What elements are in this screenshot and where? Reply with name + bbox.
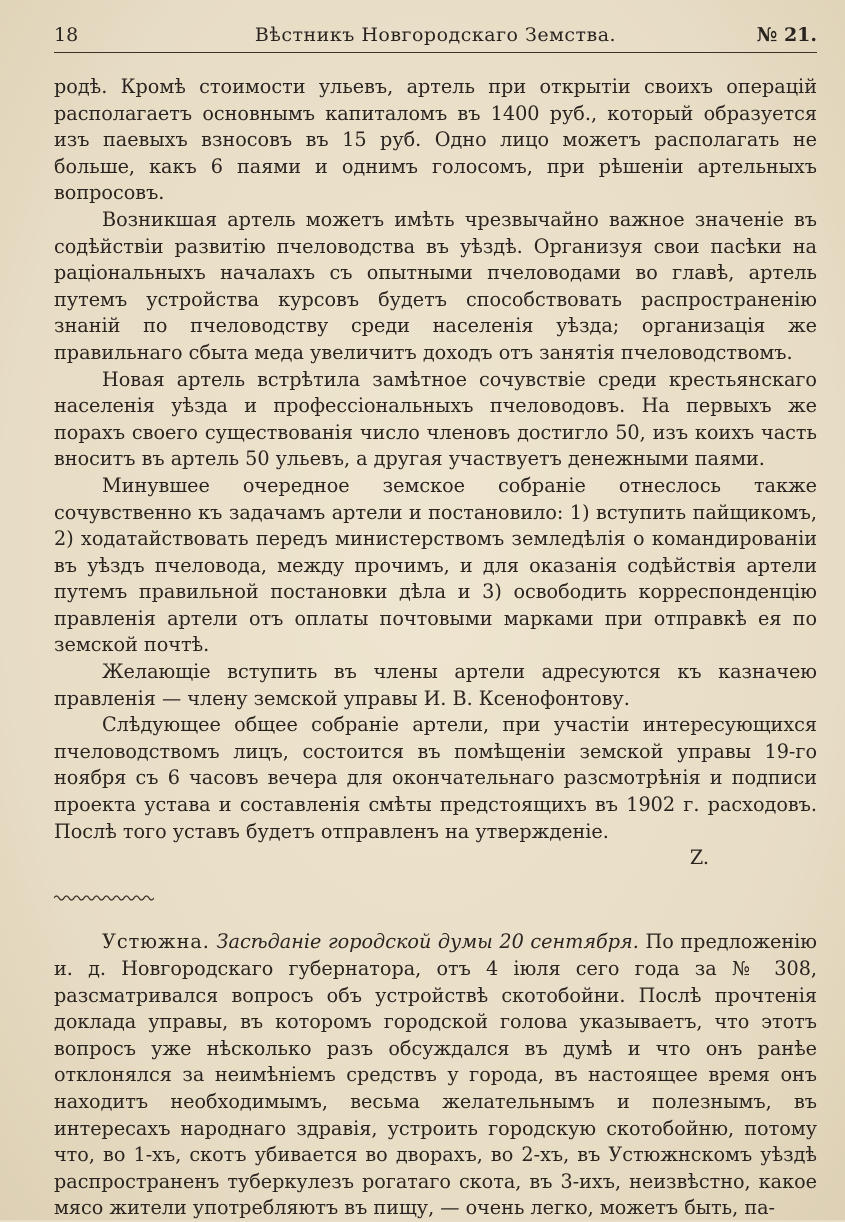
paragraph-3: Новая артель встрѣтила замѣтное сочувствіе среди крестьянскаго населенія уѣзда и профессіональныхъ пчеловодовъ. На первыхъ же порахъ своего существованія число членовъ достигло 50, изъ коихъ часть вноситъ въ артель 50 ульевъ, а другая участвуетъ денежными паями.	[54, 367, 817, 471]
paragraph-4: Минувшее очередное земское собраніе отнеслось также сочувственно къ задачамъ артели и постановило: 1) вступить пайщикомъ, 2) ходатайствовать передъ министерствомъ земледѣлія о командированіи въ уѣздъ пчеловода, между прочимъ, и для оказанія содѣйствія артели путемъ правильной постановки дѣла и 3) освободить корреспонденцію правленія артели отъ оплаты почтовыми марками при отправкѣ ея по земской почтѣ.	[54, 473, 817, 657]
page-header	[54, 18, 817, 53]
paragraph-1: родѣ. Кромѣ стоимости ульевъ, артель при открытіи своихъ операцій располагаетъ основнымъ капиталомъ въ 1400 руб., который образуется изъ паевыхъ взносовъ въ 15 руб. Одно лицо можетъ располагать не больше, какъ 6 паями и однимъ голосомъ, при рѣшеніи артельныхъ вопросовъ.	[54, 75, 817, 205]
paragraph-2: Возникшая артель можетъ имѣть чрезвычайно важное значеніе въ содѣйствіи развитію пчеловодства въ уѣздѣ. Организуя свои пасѣки на раціональныхъ началахъ съ опытными пчеловодами во главѣ, артель путемъ устройства курсовъ будетъ способствовать распространенію знаній по пчеловодству среди населенія уѣзда; организація же правильнаго сбыта меда увеличитъ доходъ отъ занятія пчеловодствомъ.	[54, 207, 817, 364]
session-subtitle: Засѣданіе городской думы 20 сентября.	[216, 930, 639, 954]
paragraph-6: Слѣдующее общее собраніе артели, при участіи интересующихся пчеловодствомъ лицъ, состоится въ помѣщеніи земской управы 19-го ноября съ 6 часовъ вечера для окончательнаго разсмотрѣнія и подписи проекта устава и составленія смѣты предстоящихъ въ 1902 г. расходовъ. Послѣ того уставъ будетъ отправленъ на утвержденіе.	[54, 713, 817, 843]
page-number: 18	[54, 24, 79, 46]
journal-title: Вѣстникъ Новгородскаго Земства.	[254, 24, 617, 46]
article-beekeeping-artel	[54, 74, 817, 872]
duma-text: По предложенію и. д. Новгородскаго губернатора, отъ 4 іюля сего года за № 308, разсматривался вопросъ объ устройствѣ скотобойни. Послѣ прочтенія доклада управы, въ которомъ городской голова указываетъ, что этотъ вопросъ уже нѣсколько разъ обсуждался въ думѣ и что онъ ранѣе отклонялся за неимѣніемъ средствъ у города, въ настоящее время онъ находитъ необходимымъ, весьма желательнымъ и полезнымъ, въ интересахъ народнаго здравія, устроить городскую скотобойню, потому что, во 1-хъ, скотъ убивается во дворахъ, во 2-хъ, въ Устюжнскомъ уѣздѣ распространенъ туберкулезъ рогатаго скота, въ 3-ихъ, неизвѣстно, какое мясо жители употребляютъ въ пищу, — очень легко, можетъ быть, па-	[54, 930, 817, 1220]
article-signature: Z.	[689, 846, 709, 870]
duma-paragraph	[54, 929, 817, 1222]
article-ustyuzhna-duma	[54, 929, 817, 1222]
paragraph-5: Желающіе вступить въ члены артели адресуются къ казначею правленія — члену земской управы И. В. Ксенофонтову.	[54, 660, 817, 710]
page-body	[54, 74, 817, 1222]
issue-number: № 21.	[756, 24, 817, 46]
place-name: Устюжна.	[102, 930, 210, 954]
wavy-divider-ornament	[54, 894, 154, 902]
